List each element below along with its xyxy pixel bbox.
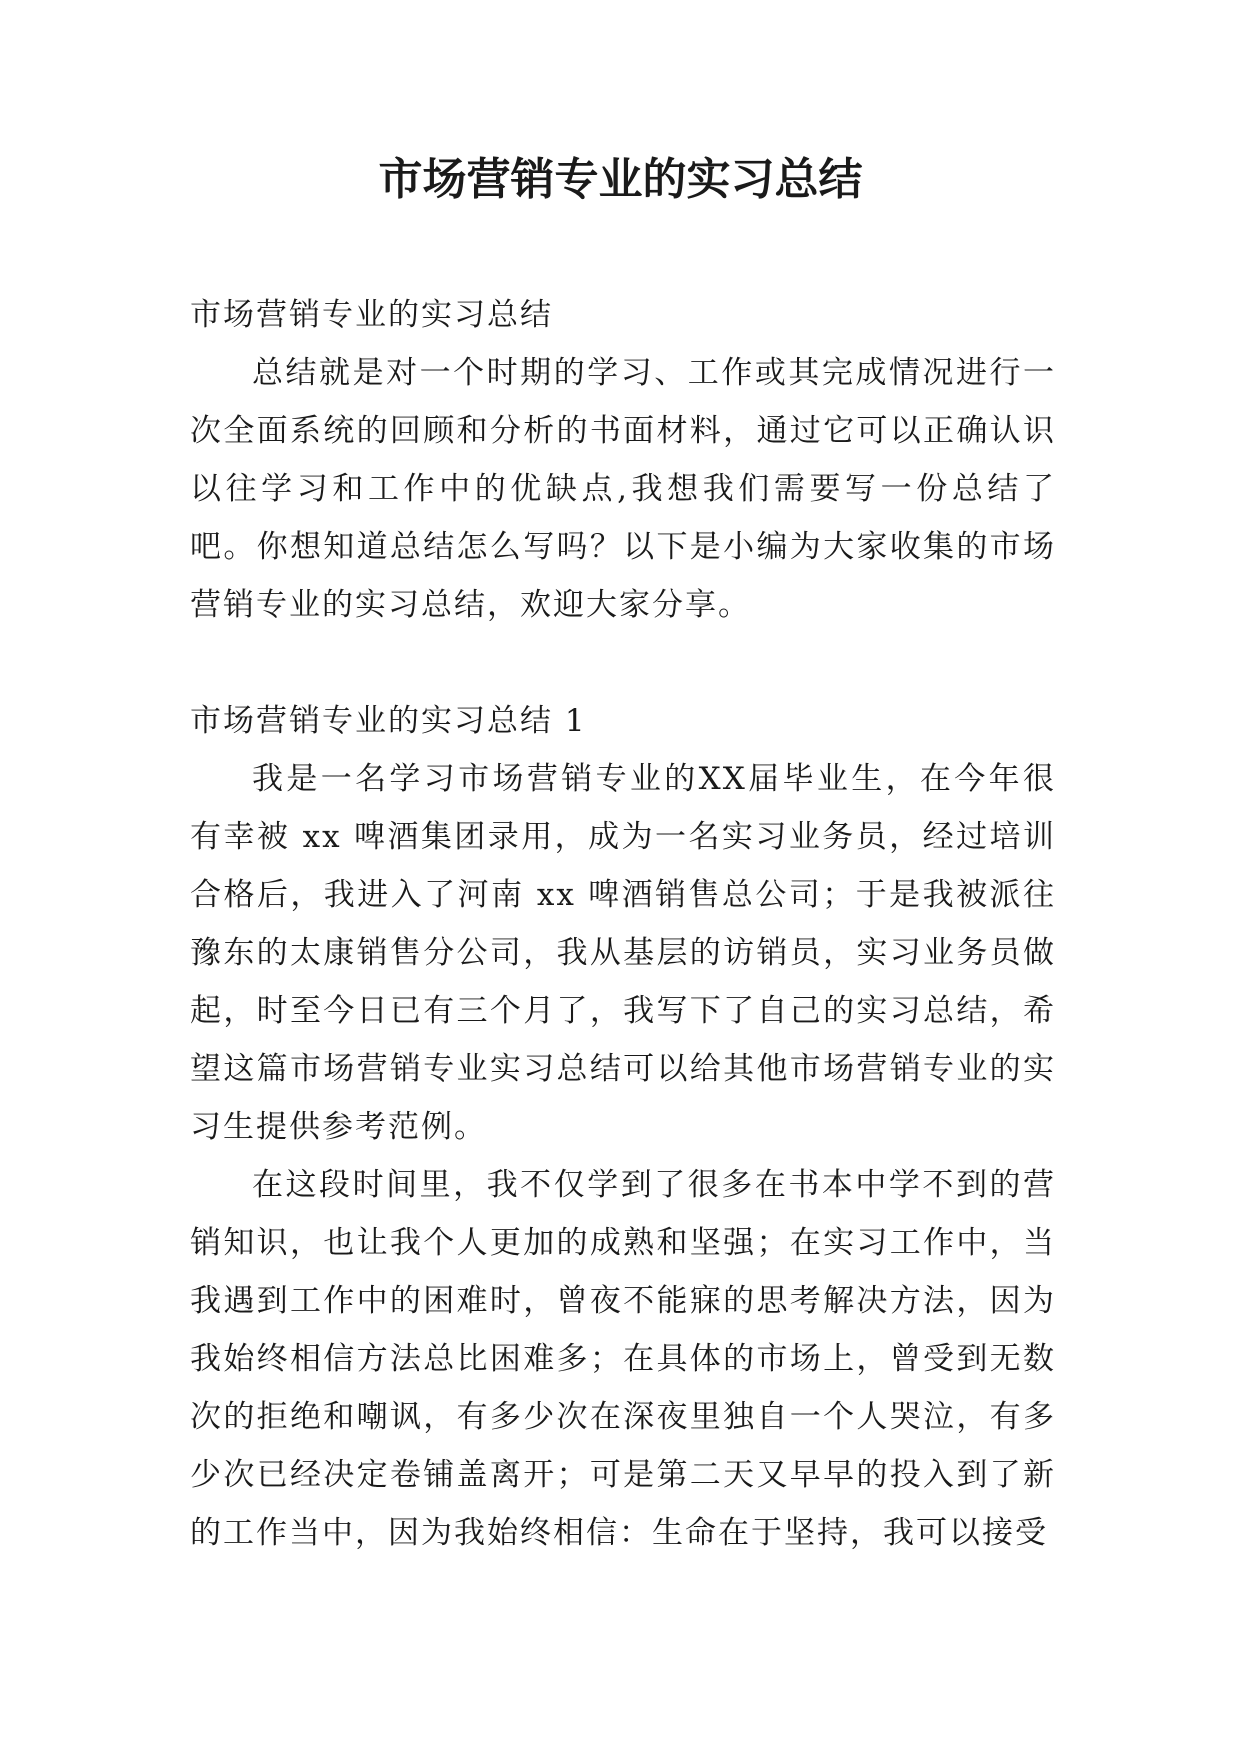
document-body (190, 286, 1056, 1562)
intro-heading: 市场营销专业的实习总结 (190, 297, 553, 333)
section-spacer (190, 634, 1056, 692)
section1-paragraph-1: 我是一名学习市场营销专业的XX届毕业生，在今年很有幸被 xx 啤酒集团录用，成为一名实习业务员，经过培训合格后，我进入了河南 xx 啤酒销售总公司；于是我被派往豫东的太康销售分公司，我从基层的访销员，实习业务员做起，时至今日已有三个月了，我写下了自己的实习总结，希望这篇市场营销专业实习总结可以给其他市场营销专业的实习生提供参考范例。 (190, 761, 1056, 1145)
section1-heading: 市场营销专业的实习总结 1 (190, 703, 587, 739)
document-title: 市场营销专业的实习总结 (378, 154, 863, 205)
section1-paragraph-2: 在这段时间里，我不仅学到了很多在书本中学不到的营销知识，也让我个人更加的成熟和坚强；在实习工作中，当我遇到工作中的困难时，曾夜不能寐的思考解决方法，因为我始终相信方法总比困难多；在具体的市场上，曾受到无数次的拒绝和嘲讽，有多少次在深夜里独自一个人哭泣，有多少次已经决定卷铺盖离开；可是第二天又早早的投入到了新的工作当中，因为我始终相信：生命在于坚持，我可以接受 (190, 1167, 1056, 1551)
intro-paragraph: 总结就是对一个时期的学习、工作或其完成情况进行一次全面系统的回顾和分析的书面材料，通过它可以正确认识以往学习和工作中的优缺点,我想我们需要写一份总结了吧。你想知道总结怎么写吗？以下是小编为大家收集的市场营销专业的实习总结，欢迎大家分享。 (190, 355, 1056, 623)
